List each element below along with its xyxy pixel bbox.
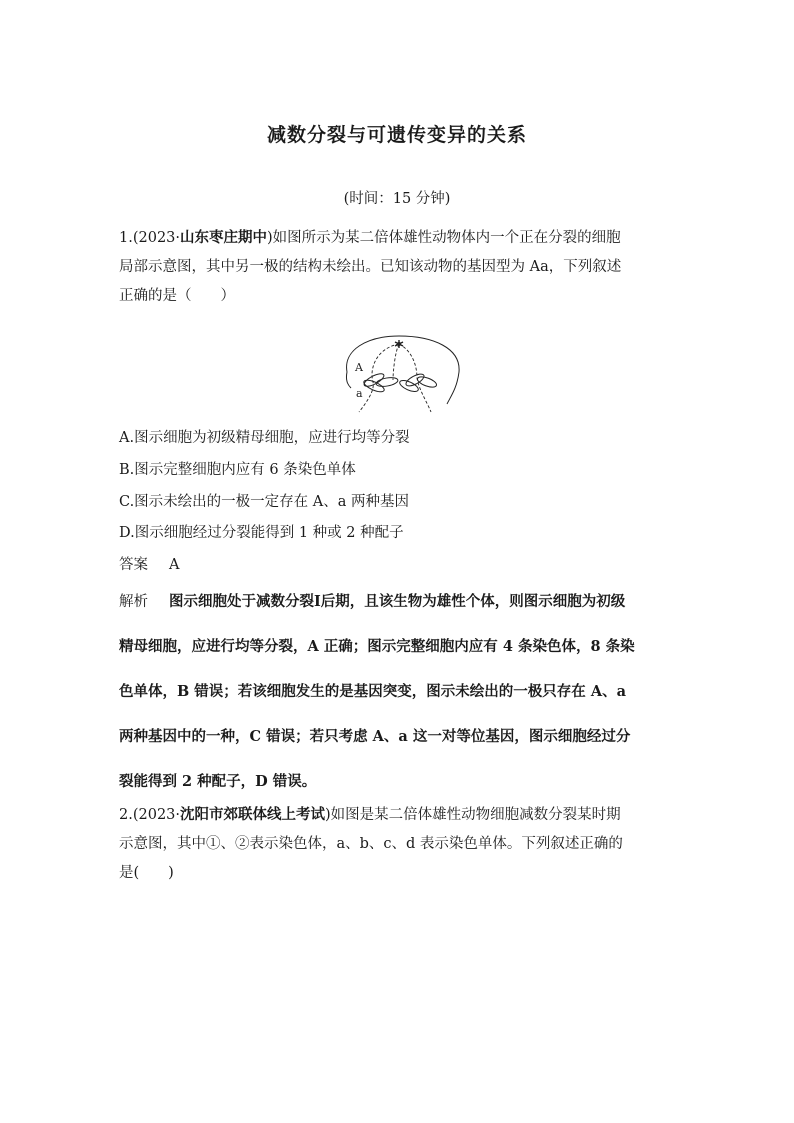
question-2-stem [119,800,679,888]
q1-option-a[interactable]: A.图示细胞为初级精母细胞，应进行均等分裂 [119,430,410,446]
cell-diagram-svg [337,332,467,414]
q1-line1: )如图所示为某二倍体雄性动物体内一个正在分裂的细胞 [267,230,621,246]
q1-option-d[interactable]: D.图示细胞经过分裂能得到 1 种或 2 种配子 [119,525,404,541]
answer-label: 答案 [119,557,148,573]
cell-membrane-left [346,372,351,388]
question-1-stem [119,223,679,311]
q1-option-c[interactable]: C.图示未绘出的一极一定存在 A、a 两种基因 [119,494,410,510]
q2-number: 2.(2023· [119,807,181,823]
analysis-line-2: 精母细胞，应进行均等分裂，A 正确；图示完整细胞内应有 4 条染色体，8 条染 [119,638,635,655]
q1-answer [119,553,179,574]
q2-line1: )如图是某二倍体雄性动物细胞减数分裂某时期 [325,807,621,823]
q1-line3: 正确的是（ ） [119,288,235,304]
gene-label-A: A [355,361,363,374]
q2-line3: 是( ) [119,865,174,881]
q2-line2: 示意图，其中①、②表示染色体，a、b、c、d 表示染色单体。下列叙述正确的 [119,836,623,852]
q2-source: 沈阳市郊联体线上考试 [180,806,326,823]
centrosome-icon [395,340,403,348]
analysis-label: 解析 [119,594,148,610]
gene-label-a: a [356,387,363,400]
q1-analysis [119,579,679,804]
spindle-fiber-mid [393,344,399,380]
chromosome-right [398,372,438,394]
answer-value: A [169,557,180,573]
analysis-line-4: 两种基因中的一种，C 错误；若只考虑 A、a 这一对等位基因，图示细胞经过分 [119,728,631,745]
q1-line2: 局部示意图，其中另一极的结构未绘出。已知该动物的基因型为 Aa，下列叙述 [119,259,622,275]
analysis-line-5: 裂能得到 2 种配子，D 错误。 [119,773,317,790]
analysis-line-1: 图示细胞处于减数分裂Ⅰ后期，且该生物为雄性个体，则图示细胞为初级 [169,593,626,610]
q1-source: 山东枣庄期中 [180,229,268,246]
q1-number: 1.(2023· [119,230,181,246]
analysis-line-3: 色单体，B 错误；若该细胞发生的是基因突变，图示未绘出的一极只存在 A、a [119,683,626,700]
cell-division-figure [337,332,467,418]
page-title: 减数分裂与可遗传变异的关系 [266,124,527,146]
q1-option-b[interactable]: B.图示完整细胞内应有 6 条染色单体 [119,462,356,478]
time-limit: (时间：15 分钟) [343,191,451,207]
